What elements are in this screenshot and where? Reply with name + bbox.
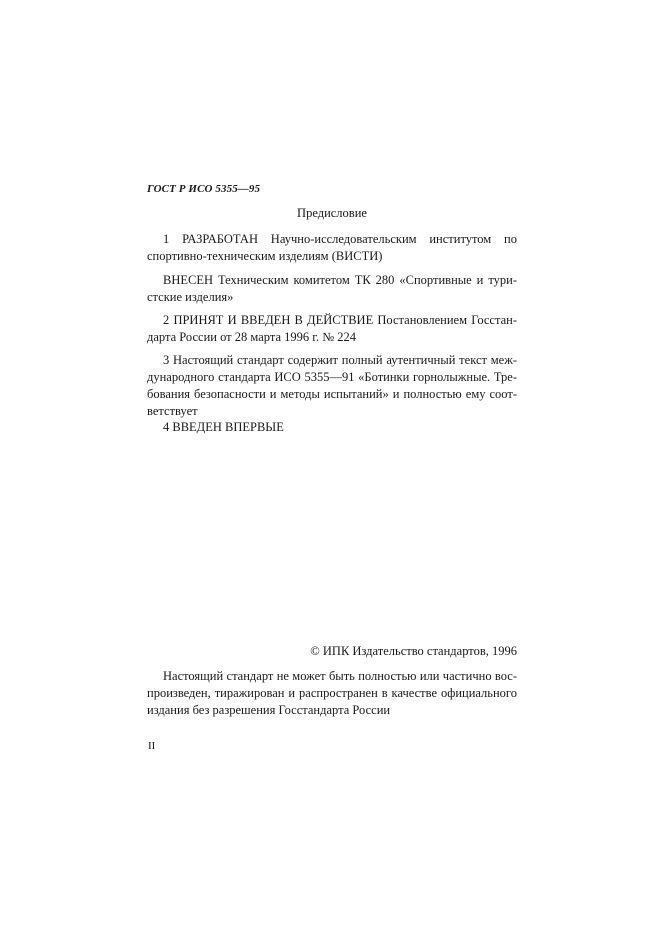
notice-line: произведен, тиражирован и распространен в качестве официального	[147, 686, 517, 700]
paragraph-line: дународного стандарта ИСО 5355—91 «Ботинки горнолыжные. Тре-	[147, 370, 517, 384]
paragraph-content	[147, 352, 517, 420]
paragraph-line: бования безопасности и методы испытаний» и полностью ему соот-	[147, 387, 517, 401]
paragraph-introduced	[147, 272, 517, 306]
paragraph-developed	[147, 231, 517, 265]
paragraph-line: 4 ВВЕДЕН ВПЕРВЫЕ	[163, 420, 284, 434]
paragraph-adopted	[147, 312, 517, 346]
paragraph-line: дарта России от 28 марта 1996 г. № 224	[147, 330, 357, 344]
copyright-line: © ИПК Издательство стандартов, 1996	[310, 644, 517, 658]
paragraph-line: 1 РАЗРАБОТАН Научно-исследовательским институтом по	[163, 232, 517, 246]
page-title: Предисловие	[297, 206, 367, 220]
paragraph-line: спортивно-техническим изделиям (ВИСТИ)	[147, 249, 383, 263]
reproduction-notice	[147, 668, 517, 719]
paragraph-line: ВНЕСЕН Техническим комитетом ТК 280 «Спортивные и тури-	[163, 273, 517, 287]
paragraph-line: 2 ПРИНЯТ И ВВЕДЕН В ДЕЙСТВИЕ Постановлением Госстан-	[163, 313, 517, 327]
notice-line: Настоящий стандарт не может быть полностью или частично вос-	[163, 669, 517, 683]
page-number: II	[148, 740, 156, 752]
standard-code: ГОСТ Р ИСО 5355—95	[147, 183, 261, 195]
notice-line: издания без разрешения Госстандарта России	[147, 703, 391, 717]
paragraph-line: 3 Настоящий стандарт содержит полный аутентичный текст меж-	[163, 353, 517, 367]
paragraph-line: ветствует	[147, 404, 198, 418]
paragraph-first-introduced	[147, 419, 517, 436]
paragraph-line: стские изделия»	[147, 290, 234, 304]
